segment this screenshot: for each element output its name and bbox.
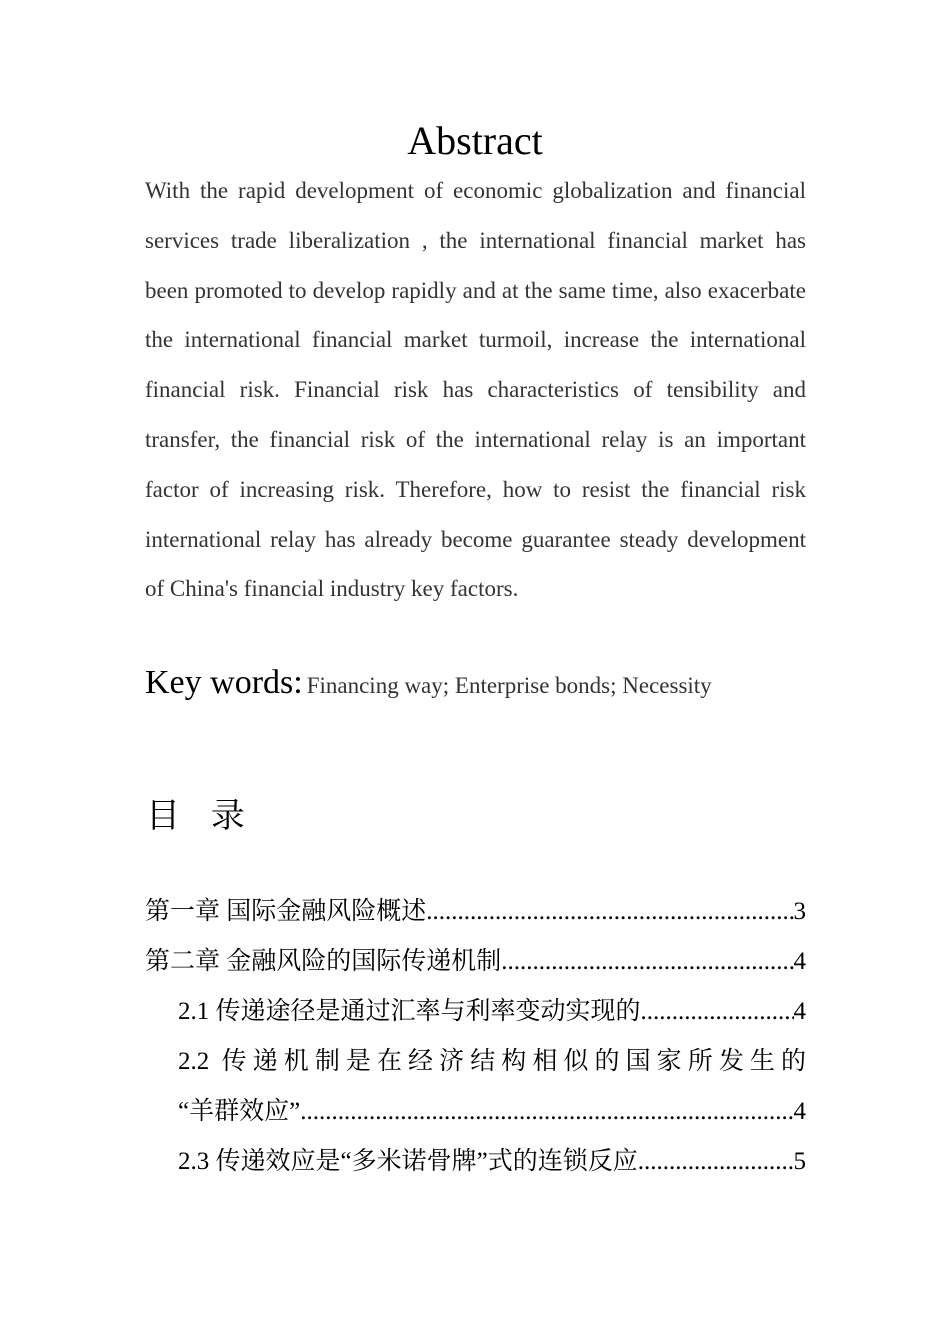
abstract-title: Abstract xyxy=(407,118,543,163)
toc-entry-title: 2.1 传递途径是通过汇率与利率变动实现的 xyxy=(178,998,641,1025)
toc-leader-dots xyxy=(638,1137,794,1187)
toc-entry-page: 4 xyxy=(793,998,806,1025)
toc-entry-title: 第二章 金融风险的国际传递机制 xyxy=(145,948,502,975)
toc-title: 目 录 xyxy=(146,796,255,836)
toc-entry-chapter-1[interactable] xyxy=(145,887,806,937)
toc-entry-section-2-2[interactable] xyxy=(145,1037,806,1137)
keywords-value: Financing way; Enterprise bonds; Necessity xyxy=(306,673,712,698)
keywords-line xyxy=(145,664,806,702)
toc-entry-section-2-3[interactable] xyxy=(145,1137,806,1187)
toc-entry-page: 4 xyxy=(793,948,806,975)
toc-leader-dots xyxy=(300,1087,793,1137)
table-of-contents xyxy=(145,887,806,1187)
toc-entry-title-line2: “羊群效应” xyxy=(178,1098,301,1125)
toc-leader-dots xyxy=(426,887,793,937)
toc-entry-title: 第一章 国际金融风险概述 xyxy=(145,898,427,925)
toc-entry-title-line1: 2.2 传递机制是在经济结构相似的国家所发生的 xyxy=(178,1048,806,1075)
abstract-body: With the rapid development of economic globalization and financial services trade liberalization , the international financial market has been promoted to develop rapidly and at the same time, also exacerbate the international financial market turmoil, increase the international financial risk. Financial risk has characteristics of tensibility and transfer, the financial risk of the international relay is an important factor of increasing risk. Therefore, how to resist the financial risk international relay has already become guarantee steady development of China's financial industry key factors. xyxy=(145,178,806,602)
toc-entry-page: 5 xyxy=(793,1148,806,1175)
toc-entry-page: 3 xyxy=(793,898,806,925)
toc-leader-dots xyxy=(641,987,794,1037)
keywords-label: Key words: xyxy=(145,664,303,701)
toc-entry-title: 2.3 传递效应是“多米诺骨牌”式的连锁反应 xyxy=(178,1148,638,1175)
toc-entry-page: 4 xyxy=(793,1098,806,1125)
toc-entry-section-2-1[interactable] xyxy=(145,987,806,1037)
toc-entry-continuation xyxy=(178,1087,806,1137)
toc-leader-dots xyxy=(501,937,793,987)
toc-entry-chapter-2[interactable] xyxy=(145,937,806,987)
